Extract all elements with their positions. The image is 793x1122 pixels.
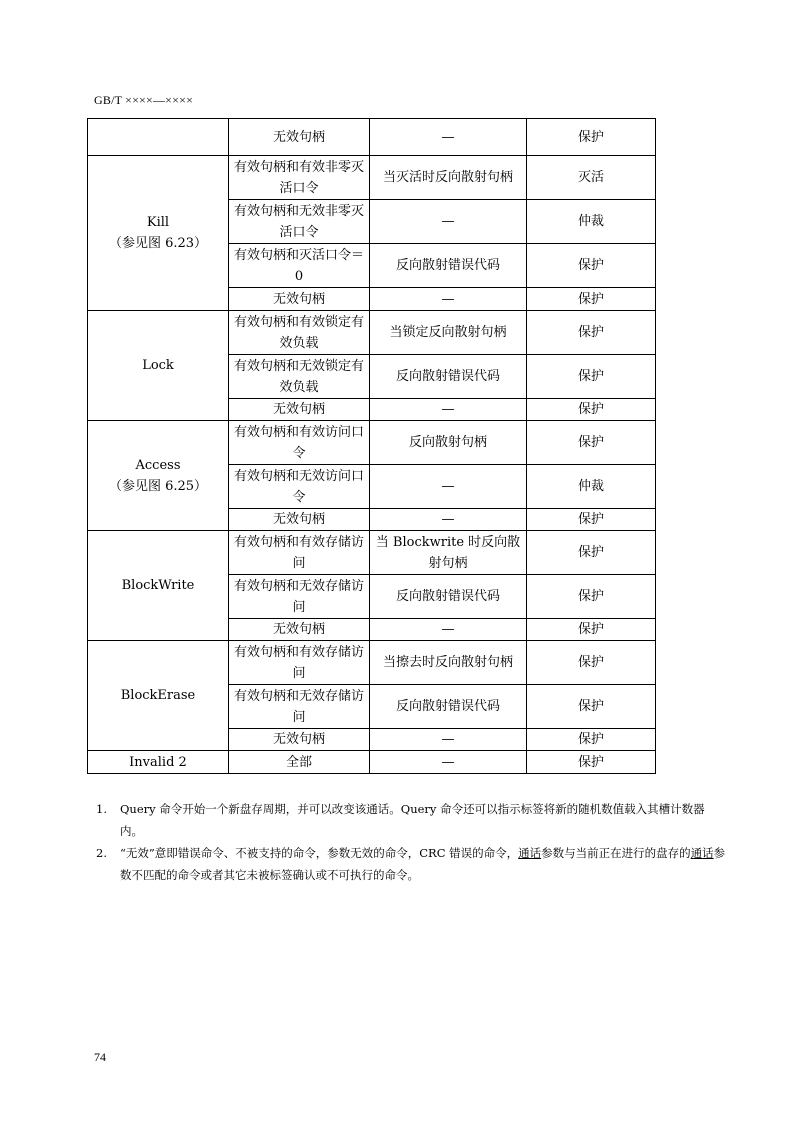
table-cell: 无效句柄 xyxy=(229,399,370,421)
command-response-table xyxy=(87,118,656,774)
table-cell: — xyxy=(370,729,527,751)
command-cell-blockerase xyxy=(88,641,229,751)
note-number: 1. xyxy=(96,802,107,816)
table-cell: 保护 xyxy=(527,619,656,641)
table-cell: 保护 xyxy=(527,288,656,311)
table-cell: 反向散射错误代码 xyxy=(370,355,527,399)
command-name: Lock xyxy=(142,358,174,373)
table-cell: 仲裁 xyxy=(527,200,656,244)
document-code-header: GB/T ××××—×××× xyxy=(94,93,194,107)
table-cell: 有效句柄和有效非零灭活口令 xyxy=(229,156,370,200)
table-row xyxy=(88,751,656,774)
table-cell: — xyxy=(370,509,527,531)
table-cell: 保护 xyxy=(527,575,656,619)
table-cell: 保护 xyxy=(527,509,656,531)
table-cell: 有效句柄和无效存储访问 xyxy=(229,685,370,729)
command-cell-invalid: Invalid 2 xyxy=(88,751,229,774)
page-number: 74 xyxy=(94,1050,106,1064)
table-row xyxy=(88,311,656,355)
table-cell: 有效句柄和有效存储访问 xyxy=(229,641,370,685)
table-cell: 保护 xyxy=(527,685,656,729)
command-name: Kill xyxy=(146,215,170,230)
note-number: 2. xyxy=(96,846,107,860)
table-cell: — xyxy=(370,399,527,421)
table-cell: 无效句柄 xyxy=(229,729,370,751)
command-cell-blockwrite xyxy=(88,531,229,641)
table-cell: — xyxy=(370,751,527,774)
note-2 xyxy=(96,842,726,886)
command-cell-lock xyxy=(88,311,229,421)
command-cell-access xyxy=(88,421,229,531)
note-text-part: 参数与当前正在进行的盘存的 xyxy=(541,846,691,860)
table-cell: 反向散射错误代码 xyxy=(370,685,527,729)
underlined-term: 通话 xyxy=(518,846,542,860)
table-cell: 反向散射错误代码 xyxy=(370,575,527,619)
table-cell: 有效句柄和无效存储访问 xyxy=(229,575,370,619)
table-cell: 反向散射句柄 xyxy=(370,421,527,465)
table-cell: — xyxy=(370,119,527,156)
table-row xyxy=(88,119,656,156)
underlined-term: 通话 xyxy=(690,846,714,860)
table-row xyxy=(88,641,656,685)
table-cell: 无效句柄 xyxy=(229,509,370,531)
table-cell: 保护 xyxy=(527,399,656,421)
table-cell: 保护 xyxy=(527,531,656,575)
note-1 xyxy=(96,798,726,842)
table-cell: 无效句柄 xyxy=(229,619,370,641)
table-cell: 有效句柄和无效锁定有效负载 xyxy=(229,355,370,399)
command-name: Access xyxy=(135,457,181,473)
table-cell: 当灭活时反向散射句柄 xyxy=(370,156,527,200)
command-name: BlockWrite xyxy=(121,578,195,593)
table-cell: 保护 xyxy=(527,355,656,399)
command-reference: （参见图 6.25） xyxy=(108,478,208,494)
table-row xyxy=(88,421,656,465)
table-cell: 当擦去时反向散射句柄 xyxy=(370,641,527,685)
command-cell-kill xyxy=(88,156,229,311)
table-cell: 当锁定反向散射句柄 xyxy=(370,311,527,355)
table-cell: 当 Blockwrite 时反向散射句柄 xyxy=(370,531,527,575)
table-cell: 无效句柄 xyxy=(229,288,370,311)
table-cell: 有效句柄和灭活口令＝0 xyxy=(229,244,370,288)
table-notes xyxy=(96,798,726,886)
table-row xyxy=(88,156,656,200)
command-reference: （参见图 6.23） xyxy=(108,236,208,251)
table-cell: 保护 xyxy=(527,421,656,465)
table-cell: 保护 xyxy=(527,641,656,685)
table-cell: 全部 xyxy=(229,751,370,774)
table-cell: 仲裁 xyxy=(527,465,656,509)
table-cell: 保护 xyxy=(527,729,656,751)
table-cell: 保护 xyxy=(527,311,656,355)
table-cell: 有效句柄和有效访问口令 xyxy=(229,421,370,465)
table-cell: — xyxy=(370,288,527,311)
table-cell: 有效句柄和有效锁定有效负载 xyxy=(229,311,370,355)
note-text-part: 参数不匹配的命令或者其它未被标签确认或不可执行的命令。 xyxy=(120,846,726,882)
table-cell: 有效句柄和有效存储访问 xyxy=(229,531,370,575)
table-cell: 灭活 xyxy=(527,156,656,200)
table-cell: 有效句柄和无效访问口令 xyxy=(229,465,370,509)
table-cell: 有效句柄和无效非零灭活口令 xyxy=(229,200,370,244)
table-cell: 无效句柄 xyxy=(229,119,370,156)
command-name: BlockErase xyxy=(120,688,196,703)
table-cell xyxy=(88,119,229,156)
table-cell: 保护 xyxy=(527,119,656,156)
note-text-part: “无效”意即错误命令、不被支持的命令，参数无效的命令，CRC 错误的命令， xyxy=(120,846,519,860)
table-cell: — xyxy=(370,619,527,641)
table-cell: 反向散射错误代码 xyxy=(370,244,527,288)
table-row xyxy=(88,531,656,575)
table-cell: 保护 xyxy=(527,751,656,774)
note-text: Query 命令开始一个新盘存周期，并可以改变该通话。Query 命令还可以指示标签将新的随机数值载入其槽计数器内。 xyxy=(120,802,705,838)
note-text xyxy=(120,842,726,886)
table-cell: — xyxy=(370,465,527,509)
table-cell: — xyxy=(370,200,527,244)
table-cell: 保护 xyxy=(527,244,656,288)
